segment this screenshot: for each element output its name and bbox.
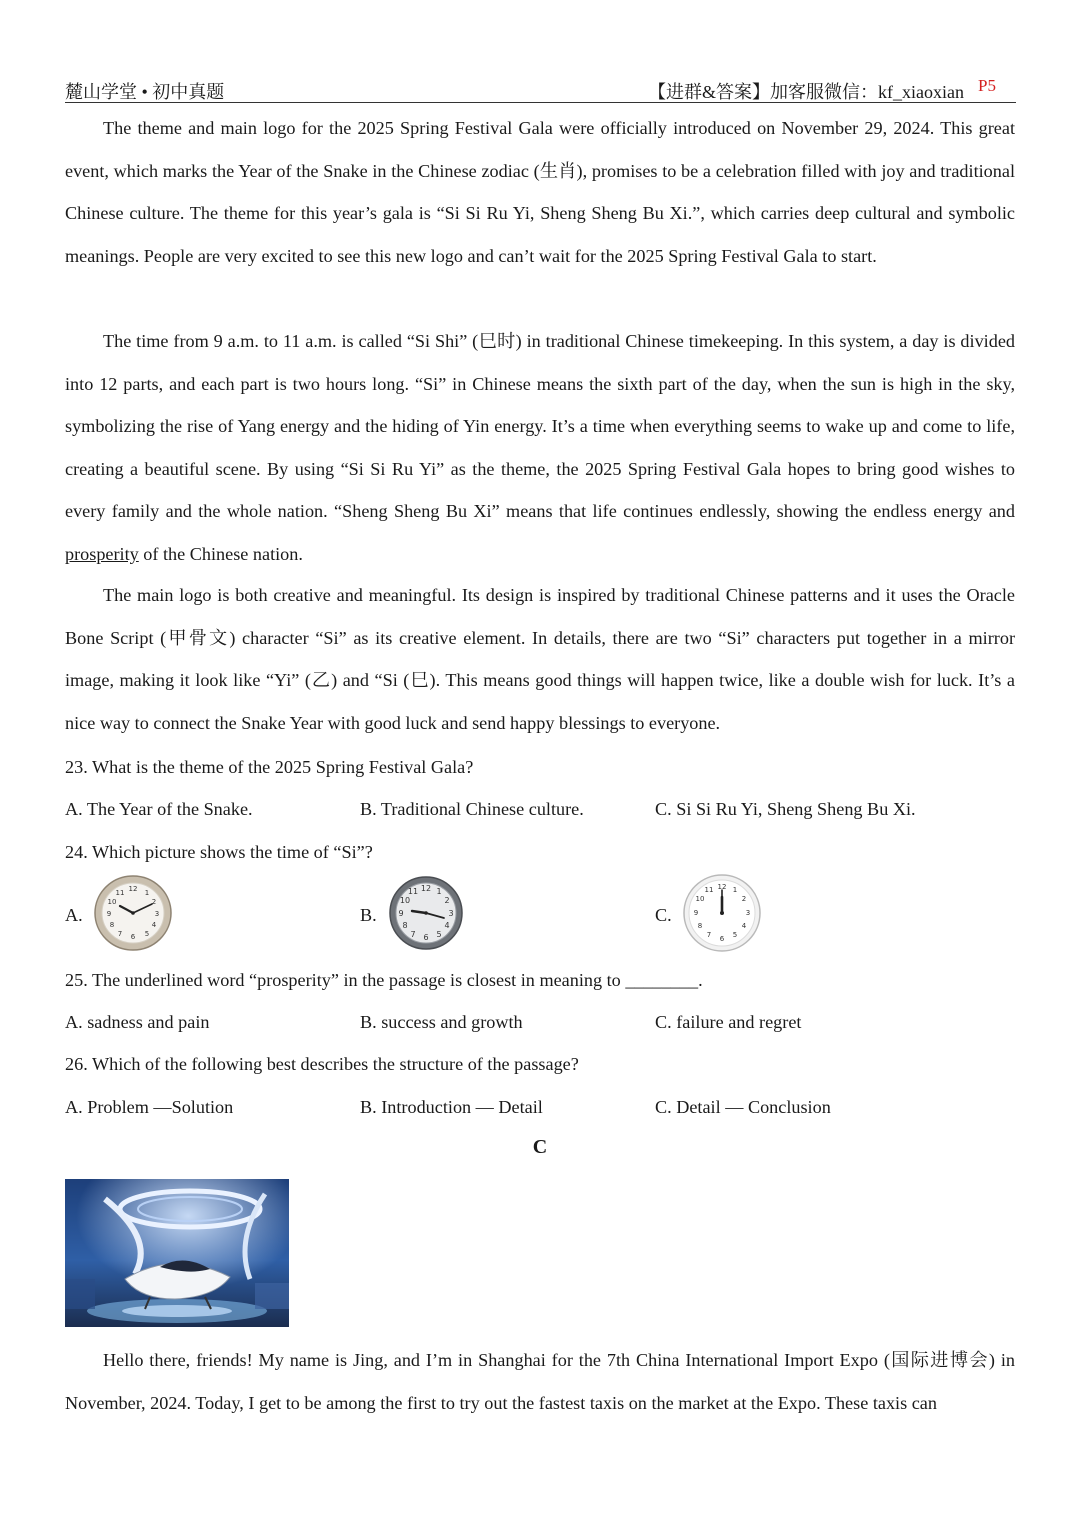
svg-text:1: 1 <box>436 887 442 896</box>
expo-flying-taxi-photo <box>65 1179 289 1327</box>
svg-text:5: 5 <box>436 930 442 939</box>
clock-c-image[interactable] <box>682 873 762 953</box>
q26-option-a[interactable]: A. Problem —Solution <box>65 1097 234 1117</box>
svg-text:12: 12 <box>128 885 138 893</box>
svg-text:3: 3 <box>154 910 160 918</box>
svg-text:4: 4 <box>741 922 747 930</box>
passage-paragraph-2-end: of the Chinese nation. <box>138 543 303 564</box>
svg-text:9: 9 <box>106 910 112 918</box>
svg-text:12: 12 <box>717 883 727 891</box>
svg-text:7: 7 <box>706 931 712 939</box>
question-24: 24. Which picture shows the time of “Si”? <box>65 842 373 862</box>
section-c-paragraph-1: Hello there, friends! My name is Jing, and I’m in Shanghai for the 7th China International Import Expo (国际进博会) in November, 2024. Today, I get to be among the first to try out the fastest taxis on the market at the Expo. These taxis can <box>65 1350 1015 1413</box>
svg-text:10: 10 <box>399 896 411 905</box>
passage-paragraph-3: The main logo is both creative and meaningful. Its design is inspired by traditional Chinese patterns and it uses the Oracle Bone Script (甲骨文) character “Si” as its creative element. In details, there are two “Si” characters put together in a mirror image, making it look like “Yi” (乙) and “Si (巳). This means good things will happen twice, like a double wish for luck. It’s a nice way to connect the Snake Year with good luck and send happy blessings to everyone. <box>65 585 1015 733</box>
svg-text:4: 4 <box>444 921 450 930</box>
section-c-heading: C <box>532 1136 548 1158</box>
q25-option-a[interactable]: A. sadness and pain <box>65 1012 210 1032</box>
svg-text:3: 3 <box>745 909 751 917</box>
svg-text:12: 12 <box>420 884 432 893</box>
q24-option-a[interactable]: A. <box>65 905 83 925</box>
svg-text:1: 1 <box>732 886 738 894</box>
svg-text:9: 9 <box>398 909 404 918</box>
svg-text:6: 6 <box>719 935 725 943</box>
clock-b-image[interactable] <box>388 875 464 951</box>
header-brand: 麓山学堂 • 初中真题 <box>65 82 225 102</box>
q24-option-c[interactable]: C. <box>655 905 672 925</box>
question-25: 25. The underlined word “prosperity” in the passage is closest in meaning to ________. <box>65 970 703 990</box>
svg-text:9: 9 <box>693 909 699 917</box>
q26-option-b[interactable]: B. Introduction — Detail <box>360 1097 543 1117</box>
svg-text:5: 5 <box>732 931 738 939</box>
svg-text:1: 1 <box>144 889 150 897</box>
svg-text:4: 4 <box>151 921 157 929</box>
underlined-word: prosperity <box>65 543 139 564</box>
svg-text:3: 3 <box>448 909 454 918</box>
svg-text:7: 7 <box>410 930 416 939</box>
question-23: 23. What is the theme of the 2025 Spring Festival Gala? <box>65 757 474 777</box>
svg-text:8: 8 <box>697 922 703 930</box>
q23-option-a[interactable]: A. The Year of the Snake. <box>65 799 253 819</box>
q24-option-b[interactable]: B. <box>360 905 377 925</box>
q23-option-c[interactable]: C. Si Si Ru Yi, Sheng Sheng Bu Xi. <box>655 799 916 819</box>
svg-text:2: 2 <box>444 896 450 905</box>
svg-text:11: 11 <box>704 886 714 894</box>
svg-text:2: 2 <box>151 898 157 906</box>
svg-text:6: 6 <box>423 933 429 942</box>
passage-paragraph-2 <box>65 320 1015 576</box>
page-number: P5 <box>978 76 996 95</box>
svg-text:10: 10 <box>695 895 705 903</box>
svg-text:2: 2 <box>741 895 747 903</box>
svg-text:7: 7 <box>117 930 123 938</box>
page-header <box>65 78 1016 103</box>
q25-option-b[interactable]: B. success and growth <box>360 1012 523 1032</box>
q25-option-c[interactable]: C. failure and regret <box>655 1012 802 1032</box>
q26-option-c[interactable]: C. Detail — Conclusion <box>655 1097 831 1117</box>
passage-paragraph-2-text: The time from 9 a.m. to 11 a.m. is called “Si Shi” (巳时) in traditional Chinese timekeeping. In this system, a day is divided into 12 parts, and each part is two hours long. “Si” in Chinese means the sixth part of the day, when the sun is high in the sky, symbolizing the rise of Yang energy and the hiding of Yin energy. It’s a time when everything seems to wake up and come to life, creating a beautiful scene. By using “Si Si Ru Yi” as the theme, the 2025 Spring Festival Gala hopes to bring good wishes to every family and the whole nation. “Sheng Sheng Bu Xi” means that life continues endlessly, showing the endless energy and <box>65 331 1015 522</box>
clock-a-image[interactable] <box>93 875 173 951</box>
q23-option-b[interactable]: B. Traditional Chinese culture. <box>360 799 584 819</box>
passage-paragraph-1: The theme and main logo for the 2025 Spring Festival Gala were officially introduced on November 29, 2024. This great event, which marks the Year of the Snake in the Chinese zodiac (生肖), promises to be a celebration filled with joy and traditional Chinese culture. The theme for this year’s gala is “Si Si Ru Yi, Sheng Sheng Bu Xi.”, which carries deep cultural and symbolic meanings. People are very excited to see this new logo and can’t wait for the 2025 Spring Festival Gala to start. <box>65 118 1015 266</box>
question-26: 26. Which of the following best describes the structure of the passage? <box>65 1054 579 1074</box>
header-contact: 【进群&答案】加客服微信：kf_xiaoxian <box>648 82 964 102</box>
svg-text:5: 5 <box>144 930 150 938</box>
svg-text:11: 11 <box>407 887 419 896</box>
svg-text:10: 10 <box>107 898 117 906</box>
svg-text:11: 11 <box>115 889 125 897</box>
svg-text:8: 8 <box>109 921 115 929</box>
svg-text:6: 6 <box>130 933 136 941</box>
svg-text:8: 8 <box>402 921 408 930</box>
